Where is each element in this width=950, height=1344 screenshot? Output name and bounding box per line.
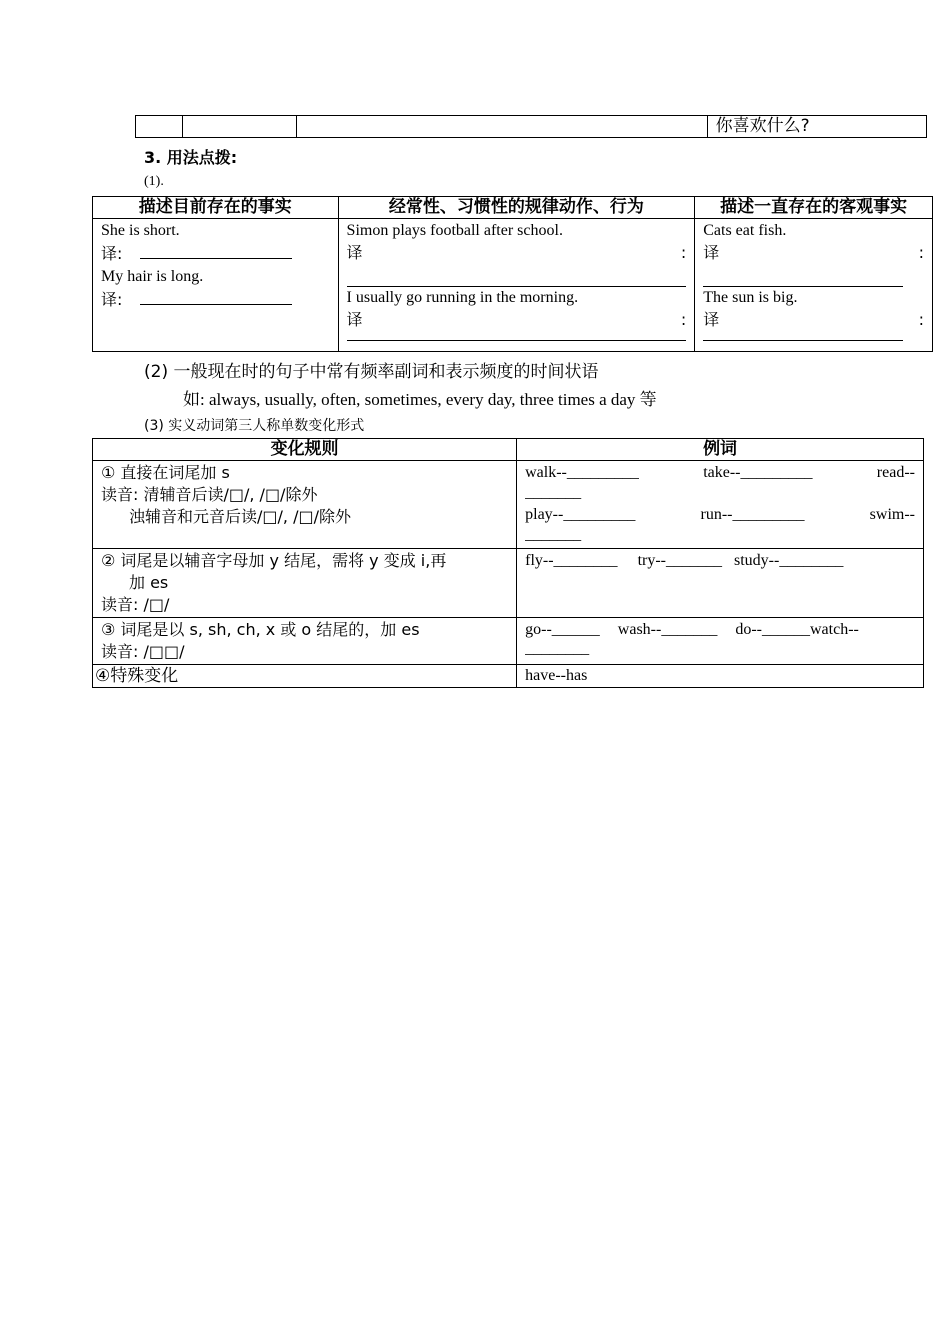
answer-blank[interactable] — [703, 264, 903, 287]
usage-cell-3 — [695, 219, 933, 352]
translate-label: 译 — [703, 310, 720, 329]
example-cell — [517, 665, 924, 688]
example-wrap: ________ — [525, 640, 590, 657]
example-word: study--________ — [734, 552, 844, 569]
answer-blank[interactable] — [140, 242, 292, 259]
rule-text: 读音: 清辅音后读/□/, /□/除外 — [101, 485, 318, 504]
section-heading: 3. 用法点拨: — [144, 148, 238, 167]
translate-label: 译 — [346, 243, 363, 262]
answer-blank[interactable] — [703, 331, 903, 341]
top-table-cell — [182, 116, 296, 138]
subsection-2-example: 如: always, usually, often, sometimes, every day, three times a day 等 — [183, 390, 657, 409]
example-sentence: I usually go running in the morning. — [346, 289, 579, 306]
example-word: run--_________ — [700, 506, 805, 523]
example-word: read-- — [876, 464, 915, 481]
rule-cell — [93, 665, 517, 688]
verb-table — [92, 438, 924, 688]
translate-label: 译 — [346, 310, 363, 329]
subsection-2-text: (2) 一般现在时的句子中常有频率副词和表示频度的时间状语 — [144, 362, 599, 382]
example-sentence: The sun is big. — [703, 289, 798, 306]
example-wrap: _______ — [525, 526, 582, 543]
rule-text: 读音: /□/ — [101, 595, 170, 614]
translate-colon: : — [680, 243, 687, 262]
usage-cell-2 — [338, 219, 695, 352]
example-cell — [517, 549, 924, 618]
translate-label: 译 — [703, 243, 720, 262]
usage-header-2: 经常性、习惯性的规律动作、行为 — [338, 197, 695, 219]
example-word: walk--_________ — [525, 464, 639, 481]
top-table-cell — [136, 116, 183, 138]
example-word: go--______ — [525, 621, 600, 638]
answer-blank[interactable] — [347, 331, 687, 341]
usage-header-1: 描述目前存在的事实 — [93, 197, 339, 219]
example-word: swim-- — [869, 506, 915, 523]
rule-text: 加 es — [129, 573, 169, 592]
usage-cell-1 — [93, 219, 339, 352]
verb-header-example: 例词 — [517, 439, 924, 461]
answer-blank[interactable] — [347, 264, 687, 287]
top-table-cell — [296, 116, 707, 138]
example-sentence: Cats eat fish. — [703, 222, 787, 239]
usage-header-3: 描述一直存在的客观事实 — [695, 197, 933, 219]
top-table — [135, 115, 927, 138]
top-table-text: 你喜欢什么? — [715, 116, 810, 136]
example-word: wash--_______ — [617, 621, 718, 638]
rule-cell — [93, 618, 517, 665]
example-sentence: She is short. — [101, 222, 180, 239]
rule-text: ④特殊变化 — [95, 666, 179, 686]
usage-table — [92, 196, 933, 352]
example-sentence: My hair is long. — [101, 268, 204, 285]
example-sentence: Simon plays football after school. — [346, 222, 563, 239]
example-word: fly--________ — [525, 552, 618, 569]
translate-colon: : — [918, 243, 924, 262]
subsection-1-label: (1). — [144, 174, 164, 189]
rule-cell — [93, 549, 517, 618]
rule-text: 浊辅音和元音后读/□/, /□/除外 — [129, 507, 351, 526]
translate-colon: : — [680, 310, 687, 329]
example-word: have--has — [525, 667, 588, 684]
example-word: take--_________ — [703, 464, 813, 481]
subsection-3-label: (3) 实义动词第三人称单数变化形式 — [144, 418, 365, 434]
verb-header-rule: 变化规则 — [93, 439, 517, 461]
answer-blank[interactable] — [140, 288, 292, 305]
rule-text: ① 直接在词尾加 s — [101, 463, 230, 482]
example-word: try--_______ — [637, 552, 722, 569]
rule-text: 读音: /□□/ — [101, 642, 185, 661]
example-word: play--_________ — [525, 506, 636, 523]
rule-cell — [93, 461, 517, 549]
translate-colon: : — [918, 310, 924, 329]
top-table-text-cell — [707, 116, 926, 138]
translate-label: 译: — [101, 244, 123, 263]
example-cell — [517, 618, 924, 665]
example-cell — [517, 461, 924, 549]
rule-text: ③ 词尾是以 s, sh, ch, x 或 o 结尾的，加 es — [101, 620, 420, 639]
example-wrap: _______ — [525, 484, 582, 501]
example-word: do--______watch-- — [735, 621, 859, 638]
translate-label: 译: — [101, 290, 123, 309]
rule-text: ② 词尾是以辅音字母加 y 结尾，需将 y 变成 i,再 — [101, 551, 447, 570]
